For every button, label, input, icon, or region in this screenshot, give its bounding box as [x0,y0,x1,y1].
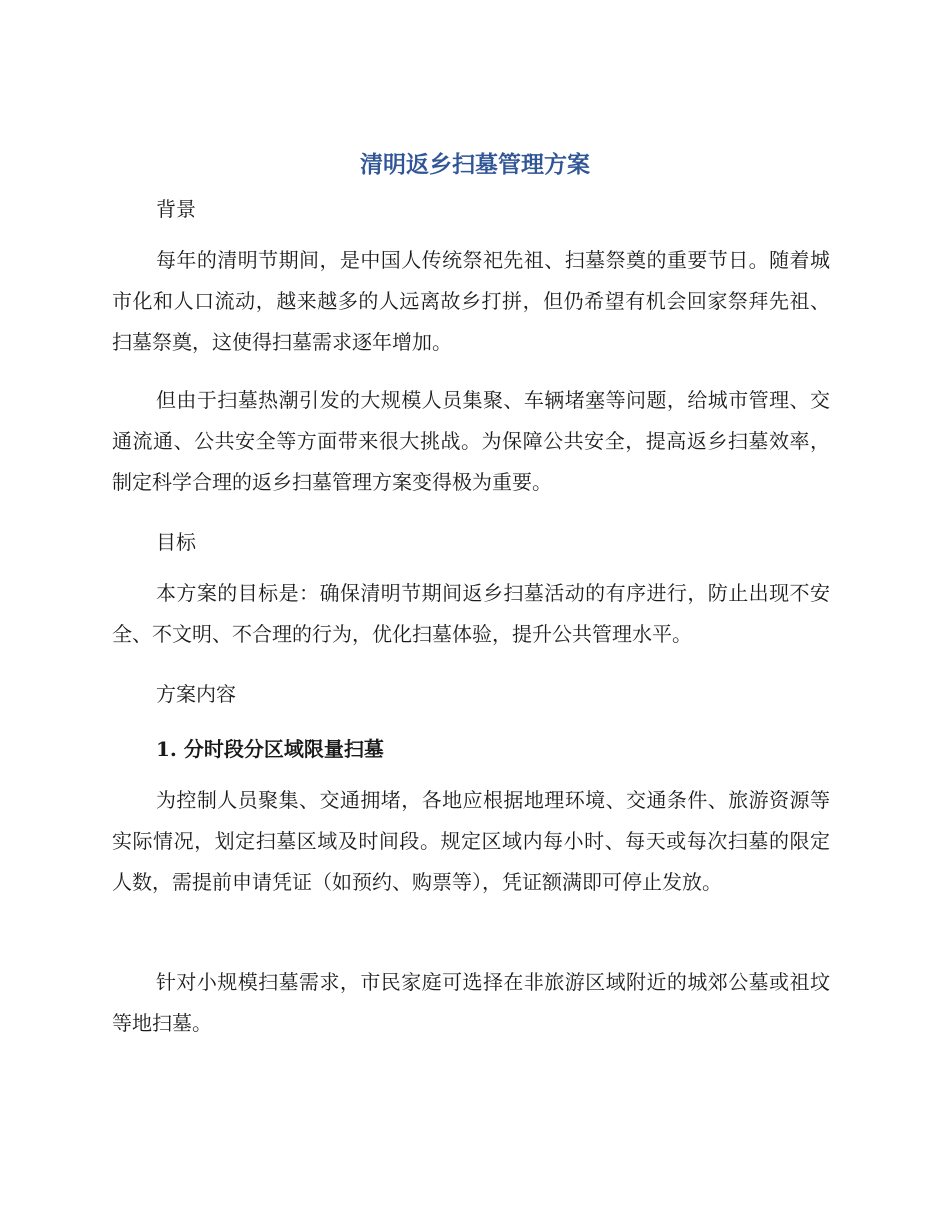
plan-subheading-1: 1. 分时段分区域限量扫墓 [156,737,384,761]
plan-paragraph-1: 为控制人员聚集、交通拥堵，各地应根据地理环境、交通条件、旅游资源等实际情况，划定扫墓区域及时间段。规定区域内每小时、每天或每次扫墓的限定人数，需提前申请凭证（如预约、购票等），凭证额满即可停止发放。 [112,788,830,894]
document-title: 清明返乡扫墓管理方案 [360,152,590,178]
section-heading-plan: 方案内容 [156,682,236,706]
background-paragraph-2: 但由于扫墓热潮引发的大规模人员集聚、车辆堵塞等问题，给城市管理、交通流通、公共安全等方面带来很大挑战。为保障公共安全，提高返乡扫墓效率，制定科学合理的返乡扫墓管理方案变得极为重要。 [112,388,830,494]
background-paragraph-1: 每年的清明节期间，是中国人传统祭祀先祖、扫墓祭奠的重要节日。随着城市化和人口流动，越来越多的人远离故乡打拼，但仍希望有机会回家祭拜先祖、扫墓祭奠，这使得扫墓需求逐年增加。 [112,248,830,354]
section-heading-goal: 目标 [156,530,196,554]
goal-paragraph: 本方案的目标是：确保清明节期间返乡扫墓活动的有序进行，防止出现不安全、不文明、不合理的行为，优化扫墓体验，提升公共管理水平。 [112,581,830,646]
section-heading-background: 背景 [156,197,196,221]
plan-paragraph-2: 针对小规模扫墓需求，市民家庭可选择在非旅游区域附近的城郊公墓或祖坟等地扫墓。 [112,970,830,1035]
